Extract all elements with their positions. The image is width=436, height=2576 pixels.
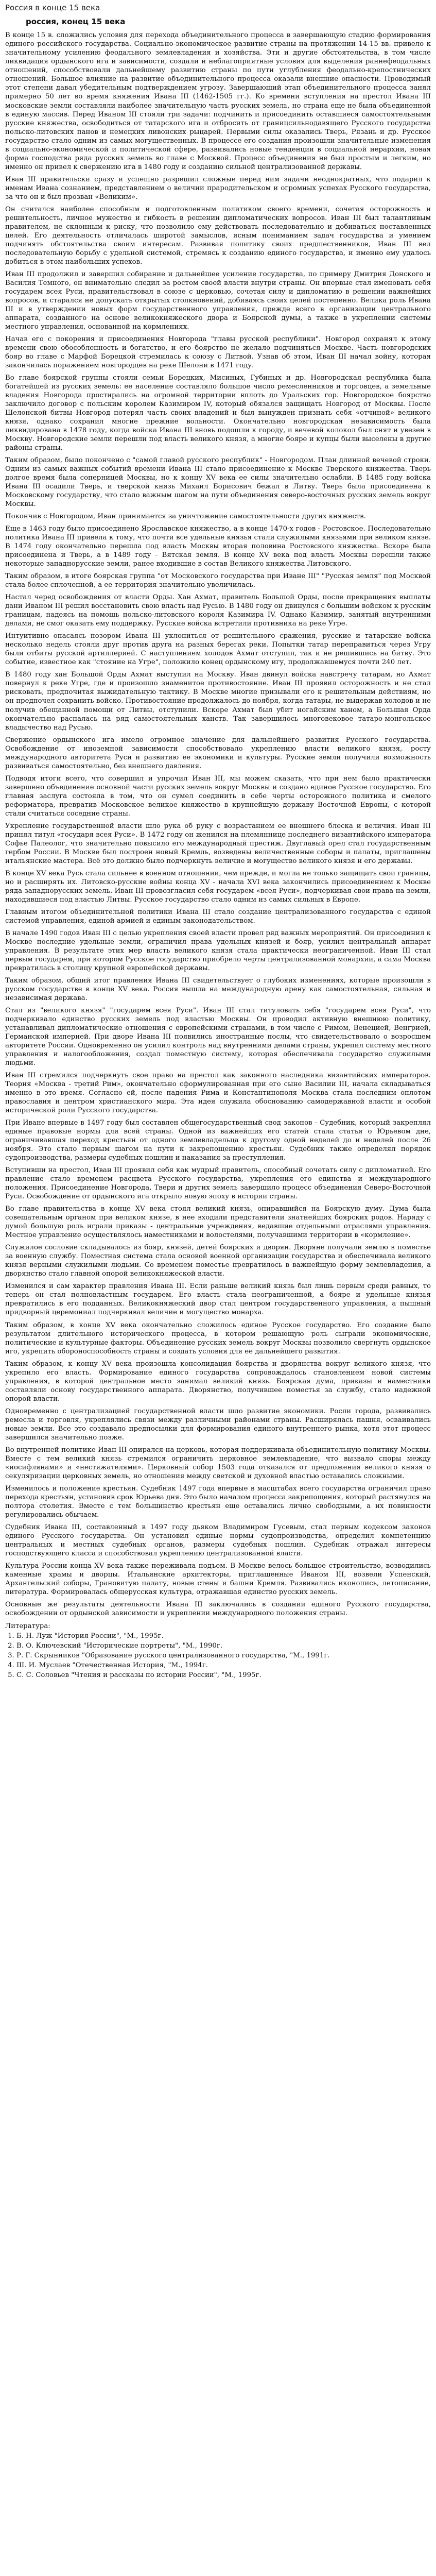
paragraph: Во главе правительства в конце XV века стоял великий князь, опиравшийся на Боярскую думу. Дума была совещательным органом при великом князе, в нее входили представители знатнейших боярских родов. Наряду с думой большую роль играли приказы - центральные учреждения, ведавшие отдельными отраслями управления. Местное управление осуществлялось наместниками и волостелями, получавшими территории в «кормление».: [5, 1205, 431, 1240]
paragraph: Начав его с покорения и присоединения Новгорода "главы русской республики". Новгород сохранял к этому времени свою обособленность и богатство, и его боярство не желало подчиняться Москве. Часть новгородских бояр во главе с Марфой Борецкой стремилась к союзу с Литвой. Узнав об этом, Иван III начал войну, которая закончилась поражением новгородцев на реке Шелони в 1471 году.: [5, 335, 431, 369]
paragraph: Изменился и сам характер правления Ивана III. Если раньше великий князь был лишь первым среди равных, то теперь он стал полновластным государем. Его власть стала неограниченной, а бояре и удельные князья превратились в его подданных. Великокняжеский двор стал центром государственного управления, а пышный придворный церемониал подчеркивал величие и могущество монарха.: [5, 1282, 431, 1317]
paragraph: Основные же результаты деятельности Ивана III заключались в создании единого Русского государства, освобождении от ордынской зависимости и укреплении международного положения страны.: [5, 1600, 431, 1617]
paragraph: Таким образом, к концу XV века произошла консолидация боярства и дворянства вокруг великого князя, что укрепило его власть. Формирование единого государства сопровождалось становлением новой системы управления, в которой центральное место занимал великий князь. Боярская дума, приказы и наместники составляли основу государственного аппарата. Дворянство, получившее поместья за службу, стало надежной опорой власти.: [5, 1360, 431, 1403]
body-text: [5, 31, 431, 1618]
paragraph: Свержение ордынского ига имело огромное значение для дальнейшего развития Русского государства. Освобождение от иноземной зависимости способствовало укреплению власти великого князя, росту международного авторитета Руси и развитию ее экономики и культуры. Русские земли получили возможность развиваться самостоятельно, без внешнего давления.: [5, 736, 431, 770]
paragraph: Он считался наиболее способным и подготовленным политиком своего времени, сочетая осторожность и решительность, личное мужество и гибкость в решении дипломатических вопросов. Иван III был талантливым правителем, не склонным к риску, что позволило ему действовать последовательно и добиваться поставленных целей. Его деятельность отличалась широтой замыслов, ясным пониманием задач государства и умением подчинять обстоятельства своим интересам. Развивая политику своих предшественников, Иван III вел последовательную борьбу с удельной системой, стремясь к созданию единого государства, и именно ему удалось добиться в этом наибольших успехов.: [5, 205, 431, 266]
literature-item: 4. Ш. И. Муслаев "Отечественная История, "М., 1994г.: [16, 1661, 431, 1670]
paragraph: Подводя итоги всего, что совершил и упрочил Иван III, мы можем сказать, что при нем было практически завершено объединение основной части русских земель вокруг Москвы и создано единое Русское государство. Его главная заслуга состояла в том, что он сумел соединить в себе черты осторожного политика и смелого реформатора, превратив Московское великое княжество в крупнейшую державу Восточной Европы, с которой стали считаться соседние страны.: [5, 774, 431, 818]
literature-item: 2. В. О. Ключевский "Исторические портреты", "М., 1990г.: [16, 1641, 431, 1650]
paragraph: Изменилось и положение крестьян. Судебник 1497 года впервые в масштабах всего государства ограничил право перехода крестьян, установив срок Юрьева дня. Это было началом процесса закрепощения, который растянулся на полтора столетия. Вместе с тем большинство крестьян еще оставались лично свободными, а их повинности регулировались обычаем.: [5, 1484, 431, 1519]
paragraph: Еще в 1463 году было присоединено Ярославское княжество, а в конце 1470-х годов - Ростовское. Последовательно политика Ивана III привела к тому, что почти все удельные князья стали служилыми князьями при великом князе. В 1474 году окончательно перешла под власть Москвы вторая половина Ростовского княжества. Вскоре была присоединена и Тверь, а в 1489 году - Вятская земля. В конце XV века под власть Москвы перешли также некоторые западнорусские земли, ранее входившие в состав Великого княжества Литовского.: [5, 525, 431, 568]
literature-list: [5, 1632, 431, 1680]
paragraph: Служилое сословие складывалось из бояр, князей, детей боярских и дворян. Дворяне получали землю в поместье за военную службу. Поместная система стала основой военной организации государства и обеспечивала великого князя верными служилыми людьми. Со временем поместье превратилось в важнейшую форму землевладения, а дворянство стало главной опорой великокняжеской власти.: [5, 1244, 431, 1278]
paragraph: Иван III продолжил и завершил собирание и дальнейшее усиление государства, по примеру Дмитрия Донского и Василия Темного, он внимательно следил за ростом своей власти внутри страны. Он впервые стал именовать себя государем всея Руси, правительствовал в союзе с церковью, сочетая силу и дипломатию в решении важнейших вопросов, и старался не допускать открытых столкновений, добиваясь своих целей постепенно. Велика роль Ивана III и в утверждении новых форм государственного управления, прежде всего в организации центрального аппарата, созданного на основе великокняжеского двора и Боярской думы, а также в укреплении системы местного управления, основанной на кормлениях.: [5, 270, 431, 331]
paragraph: Иван III стремился подчеркнуть свое право на престол как законного наследника византийских императоров. Теория «Москва - третий Рим», окончательно сформулированная при его сыне Василии III, начала складываться именно в это время. Согласно ей, после падения Рима и Константинополя Москва стала последним оплотом православия и центром христианского мира. Эта идея служила обоснованию самодержавной власти и особой исторической роли Русского государства.: [5, 1072, 431, 1115]
literature-item: 5. С. С. Соловьев "Чтения и рассказы по истории России", "М., 1995г.: [16, 1671, 431, 1680]
paragraph: При Иване впервые в 1497 году был составлен общегосударственный свод законов - Судебник, который закреплял единые правовые нормы для всей страны. Одной из важнейших его статей стала статья о Юрьевом дне, ограничивавшая переход крестьян от одного землевладельца к другому одной неделей до и неделей после 26 ноября. Это стало первым шагом на пути к закрепощению крестьян. Судебник также определял порядок судопроизводства, размеры судебных пошлин и наказания за преступления.: [5, 1119, 431, 1162]
paragraph: Иван III правительски сразу и успешно разрешил сложные перед ним задачи неоднократных, что подарил к именам Ивана сознанием, представлением о величии прародительском и огромных успехах Русского государства, за что он и был прозван «Великим».: [5, 175, 431, 201]
paragraph: Покончив с Новгородом, Иван принимается за уничтожение самостоятельности других княжеств.: [5, 513, 366, 521]
paragraph: Вступивши на престол, Иван III проявил себя как мудрый правитель, способный сочетать силу с дипломатией. Его правление стало временем расцвета Русского государства, укрепления его единства и международного положения. Присоединение Новгорода, Твери и других земель завершило процесс объединения Северо-Восточной Руси. Освобождение от ордынского ига открыло новую эпоху в истории страны.: [5, 1166, 431, 1201]
section-heading: россия, конец 15 века: [26, 17, 126, 27]
paragraph: В конце 15 в. сложились условия для перехода объединительного процесса в завершающую стадию формирования единого российского государства. Социально-экономическое развитие страны на протяжении 14-15 вв. привело к значительному усилению феодального землевладения и хозяйства. Эти и другие обстоятельства, в том числе ликвидация ордынского ига и зависимости, создали и неблагоприятные условия для выделения раннефеодальных отношений, способствовали дальнейшему развитию страны по пути углубления феодально-крепостнических отношений. Большое влияние на развитие объединительного процесса оказали внешние опасности. Проводимый этот степени давал убедительным подтверждением угрозу. Завершающий этап объединительного процесса занял примерно 50 лет во время княжения Ивана III (1462-1505 гг.). Ко времени вступления на престол Ивана III московские земли составляли наиболее значительную часть русских земель, но страна еще не была объединенной в единую массив. Перед Иваном III стояли три задачи: подчинить и присоединить оставшиеся самостоятельными русские княжества, освободиться от татарского ига и отбросить от границсильнодавящего Русского государства польско-литовских панов и немецких ливонских рыцарей. Первыми силы оказались Тверь, Рязань и др. Русское государство стало одним из самых могущественных. В процессе его создания произошли значительные изменения в социально-экономической и политической сфере, развивались новые тенденции в социальной иерархии, новая форма господства ряда русских земель во главе с Москвой. Процесс объединения не был простым и легким, но именно он привел к свержению ига в 1480 году и созданию сильной централизованной державы.: [5, 31, 431, 171]
paragraph: Таким образом, в конце XV века окончательно сложилось единое Русское государство. Его создание было результатом длительного исторического процесса, в котором решающую роль сыграли экономические, политические и культурные факторы. Объединение русских земель вокруг Москвы позволило свергнуть ордынское иго, укрепить обороноспособность страны и создать условия для ее дальнейшего развития.: [5, 1321, 431, 1355]
paragraph: Судебник Ивана III, составленный в 1497 году дьяком Владимиром Гусевым, стал первым кодексом законов единого Русского государства. Он установил единые нормы судопроизводства, определил компетенцию центральных и местных судебных органов, размеры судебных пошлин. Судебник отражал интересы господствующего класса и способствовал укреплению централизованной власти.: [5, 1523, 431, 1557]
paragraph: Во главе боярской группы стояли семьи Борецких, Мисиных, Губиных и др. Новгородская республика была богатейшей из русских земель: ее население составляло большое число ремесленников и торговцев, а земельные владения Новгорода простирались на огромной территории вплоть до Уральских гор. Новгородское боярство заключило договор с польским королем Казимиром IV, который обязался защищать Новгород от Москвы. После Шелонской битвы Новгород потерял часть своих владений и был вынужден признать себя «отчиной» великого князя, однако сохранил многие прежние вольности. Окончательно новгородская независимость была ликвидирована в 1478 году, когда войска Ивана III вновь подошли к городу, и вечевой колокол был снят и увезен в Москву. Новгородские земли перешли под власть великого князя, а многие бояре и купцы были выселены в другие районы страны.: [5, 374, 431, 452]
paragraph: Таким образом, в итоге боярская группа "от Московского государства при Иване III" "Русская земля" под Москвой стала более сплоченной, а ее территория значительно увеличилась.: [5, 572, 431, 589]
paragraph: В конце XV века Русь стала сильнее в военном отношении, чем прежде, и могла не только защищать свои границы, но и расширять их. Литовско-русские войны конца XV - начала XVI века закончились присоединением к Москве ряда западнорусских земель. Иван III провозгласил себя государем «всея Руси», подчеркивая свои права на земли, находившиеся под властью Литвы. Русское государство стало одним из самых сильных в Европе.: [5, 869, 431, 904]
paragraph: Культура России конца XV века также переживала подъем. В Москве велось большое строительство, возводились каменные храмы и дворцы. Итальянские архитекторы, приглашенные Иваном III, возвели Успенский, Архангельский соборы, Грановитую палату, новые стены и башни Кремля. Развивались иконопись, летописание, литература. Формировалась общерусская культура, отражавшая единство русских земель.: [5, 1562, 431, 1596]
literature-item: 3. Р. Г. Скрынников "Образование русского централизованного государства, "М., 1991г.: [16, 1651, 431, 1660]
paragraph: Интуитивно опасаясь позором Ивана III уклониться от решительного сражения, русские и татарские войска несколько недель стояли друг против друга на разных берегах реки. Попытки татар переправиться через Угру были отбиты русской артиллерией. С наступлением холодов Ахмат отступил, так и не решившись на битву. Это событие, известное как "стояние на Угре", положило конец ордынскому игу, продолжавшемуся почти 240 лет.: [5, 632, 431, 667]
paragraph: В начале 1490 годов Иван III с целью укрепления своей власти провел ряд важных мероприятий. Он присоединил к Москве последние удельные земли, ограничил права удельных князей и бояр, усилил центральный аппарат управления. В результате этих мер власть великого князя стала практически неограниченной. Иван III стал первым государем, при котором Русское государство приобрело черты централизованной монархии, а сама Москва превратилась в столицу крупной европейской державы.: [5, 929, 431, 972]
paragraph: Во внутренней политике Иван III опирался на церковь, которая поддерживала объединительную политику Москвы. Вместе с тем великий князь стремился ограничить церковное землевладение, что вызвало споры между «иосифлянами» и «нестяжателями». Церковный собор 1503 года отказался от предложения великого князя о секуляризации церковных земель, но отношения между светской и духовной властью оставались сложными.: [5, 1446, 431, 1480]
paragraph: Настал черед освобождения от власти Орды. Хан Ахмат, правитель Большой Орды, после прекращения выплаты дани Иваном III решил восстановить свою власть над Русью. В 1480 году он двинулся с большим войском к русским границам, надеясь на помощь польско-литовского короля Казимира IV. Однако Казимир, занятый внутренними делами, не смог оказать ему поддержку. Русские войска встретили противника на реке Угре.: [5, 594, 431, 628]
page-title: Россия в конце 15 века: [5, 3, 100, 12]
literature-item: 1. Б. Н. Луж "История России", "М., 1995г.: [16, 1632, 431, 1640]
paragraph: Таким образом, было покончено с "самой главой русского республик" - Новгородом. План длинной вечевой строки. Одним из самых важных событий времени Ивана III стало присоединение к Москве Тверского княжества. Тверь долгое время была соперницей Москвы, но к концу XV века ее силы значительно ослабли. В 1485 году войска Ивана III осадили Тверь, и тверской князь Михаил Борисович бежал в Литву. Тверь была присоединена к Московскому государству, что стало важным шагом на пути объединения северо-восточных русских земель вокруг Москвы.: [5, 456, 431, 509]
literature-label: Литература:: [5, 1622, 50, 1630]
paragraph: Укрепление государственной власти шло рука об руку с возрастанием ее внешнего блеска и величия. Иван III принял титул «государя всея Руси». В 1472 году он женился на племяннице последнего византийского императора Софье Палеолог, что значительно повысило его международный престиж. Двуглавый орел стал государственным гербом России. В Москве был построен новый Кремль, возведены величественные соборы и палаты, приглашены итальянские мастера. Всё это должно было подчеркнуть величие и могущество великого князя и его державы.: [5, 822, 431, 865]
paragraph: Таким образом, общий итог правления Ивана III свидетельствует о глубоких изменениях, которые произошли в русском государстве в конце XV века. Россия вышла на международную арену как самостоятельная, сильная и независимая держава.: [5, 976, 431, 1002]
paragraph: Одновременно с централизацией государственной власти шло развитие экономики. Росли города, развивались ремесла и торговля, укреплялись связи между различными районами страны. Расширялась пашня, осваивались новые земли. Все это создавало предпосылки для формирования единого внутреннего рынка, хотя этот процесс завершился значительно позже.: [5, 1407, 431, 1442]
paragraph: Стал из "великого князя" "государем всея Руси". Иван III стал титуловать себя "государем всея Руси", что подчеркивало единство русских земель под властью Москвы. Он проводил активную внешнюю политику, устанавливал дипломатические отношения с европейскими странами, в том числе с Римом, Венецией, Венгрией, Германской империей. При дворе Ивана III появились иностранные послы, что свидетельствовало о возросшем авторитете России. Одновременно он усилил контроль над внутренними делами страны, укрепил систему местного управления и налогообложения, создал поместную систему, которая обеспечивала государство служилыми людьми.: [5, 1006, 431, 1067]
paragraph: Главным итогом объединительной политики Ивана III стало создание централизованного государства с единой системой управления, единой армией и единым законодательством.: [5, 908, 431, 925]
paragraph: В 1480 году хан Большой Орды Ахмат выступил на Москву. Иван двинул войска навстречу татарам, но Ахмат повернул к реке Угре, где и произошло знаменитое противостояние. Иван III проявил осторожность и не стал рисковать, предпочитая выжидательную тактику. В Москве многие призывали его к решительным действиям, но он предпочел сохранить войско. Противостояние продолжалось до ноября, когда татары, не выдержав холодов и не получив обещанной помощи от Литвы, отступили. Вскоре Ахмат был убит ногайским ханом, а Большая Орда окончательно распалась на ряд самостоятельных ханств. Так завершилось многовековое татаро-монгольское владычество над Русью.: [5, 671, 431, 732]
